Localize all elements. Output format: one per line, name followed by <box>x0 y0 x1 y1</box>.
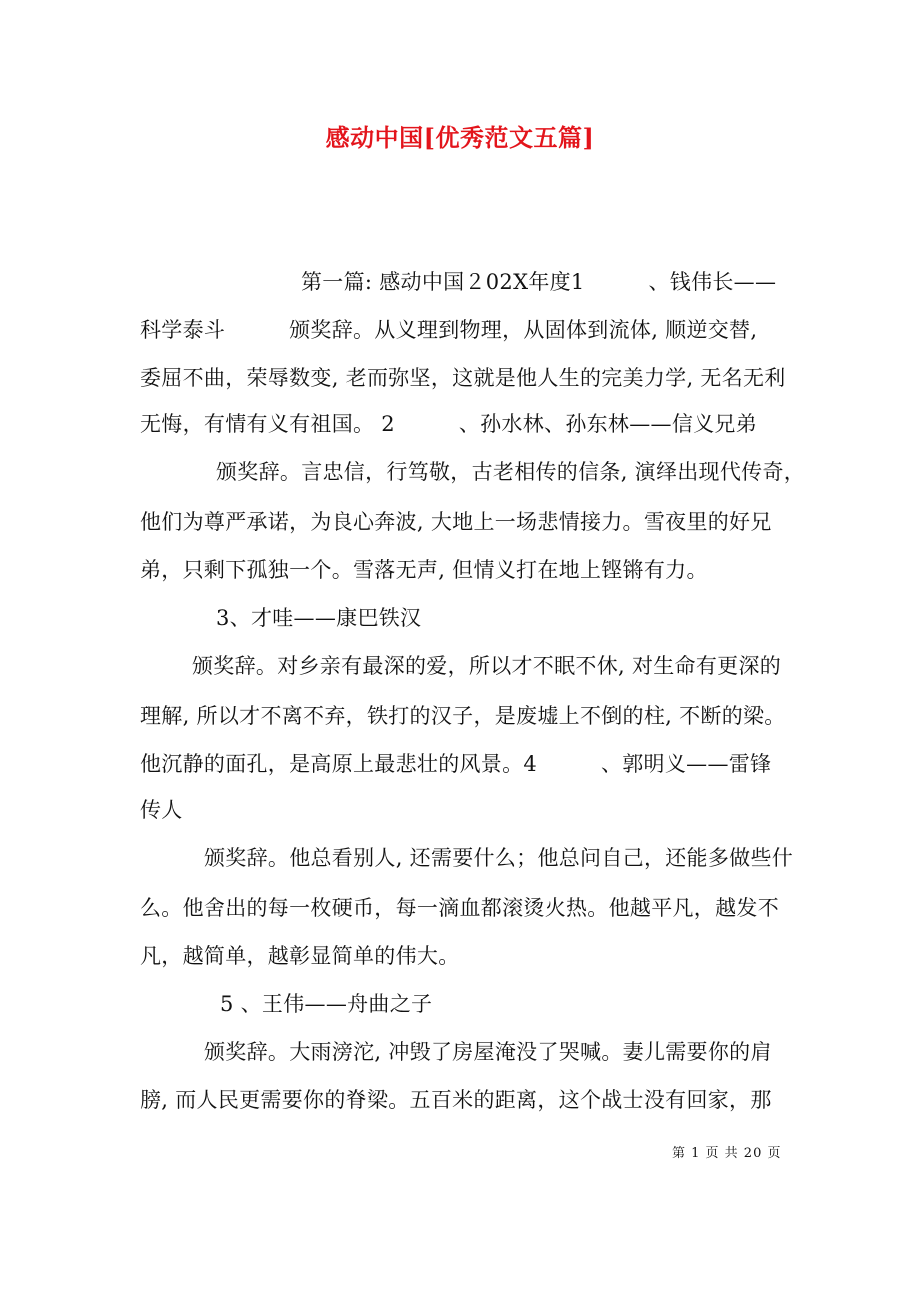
text-line-17: 颁奖辞。大雨滂沱, 冲毁了房屋淹没了哭喊。妻儿需要你的肩 <box>204 1040 772 1064</box>
text-line-3: 委屈不曲，荣辱数变, 老而弥坚，这就是他人生的完美力学, 无名无利 <box>140 366 786 390</box>
text-line-11: 他沉静的面孔，是高原上最悲壮的风景。4 、郭明义——雷锋 <box>140 752 772 776</box>
text-line-4: 无悔，有情有义有祖国。 2 、孙水林、孙东林——信义兄弟 <box>140 412 758 436</box>
text-line-5: 颁奖辞。言忠信，行笃敬，古老相传的信条, 演绎出现代传奇， <box>216 460 806 484</box>
text-line-8: 3、才哇——康巴铁汉 <box>216 606 422 630</box>
text-line-18: 膀, 而人民更需要你的脊梁。五百米的距离，这个战士没有回家，那 <box>140 1088 772 1112</box>
text-line-10: 理解, 所以才不离不弃，铁打的汉子，是废墟上不倒的柱, 不断的梁。 <box>140 704 786 728</box>
text-line-1: 第一篇: 感动中国２02X年度1 、钱伟长—— <box>301 270 777 294</box>
text-line-2: 科学泰斗 颁奖辞。从义理到物理，从固体到流体, 顺逆交替, <box>140 318 758 342</box>
text-line-7: 弟，只剩下孤独一个。雪落无声, 但情义打在地上铿锵有力。 <box>140 558 708 582</box>
text-line-9: 颁奖辞。对乡亲有最深的爱，所以才不眠不休, 对生命有更深的 <box>192 654 782 678</box>
text-line-16: 5 、王伟——舟曲之子 <box>220 992 433 1016</box>
text-line-13: 颁奖辞。他总看别人, 还需要什么；他总问自己，还能多做些什 <box>204 846 794 870</box>
text-line-12: 传人 <box>140 798 183 822</box>
text-line-6: 他们为尊严承诺，为良心奔波, 大地上一场悲情接力。雪夜里的好兄 <box>140 510 772 534</box>
text-line-15: 凡，越简单，越彰显简单的伟大。 <box>140 944 460 968</box>
text-line-14: 么。他舍出的每一枚硬币，每一滴血都滚烫火热。他越平凡，越发不 <box>140 896 779 920</box>
document-title: 感动中国[优秀范文五篇] <box>325 123 595 152</box>
page-number-footer: 第 1 页 共 20 页 <box>672 1146 782 1161</box>
